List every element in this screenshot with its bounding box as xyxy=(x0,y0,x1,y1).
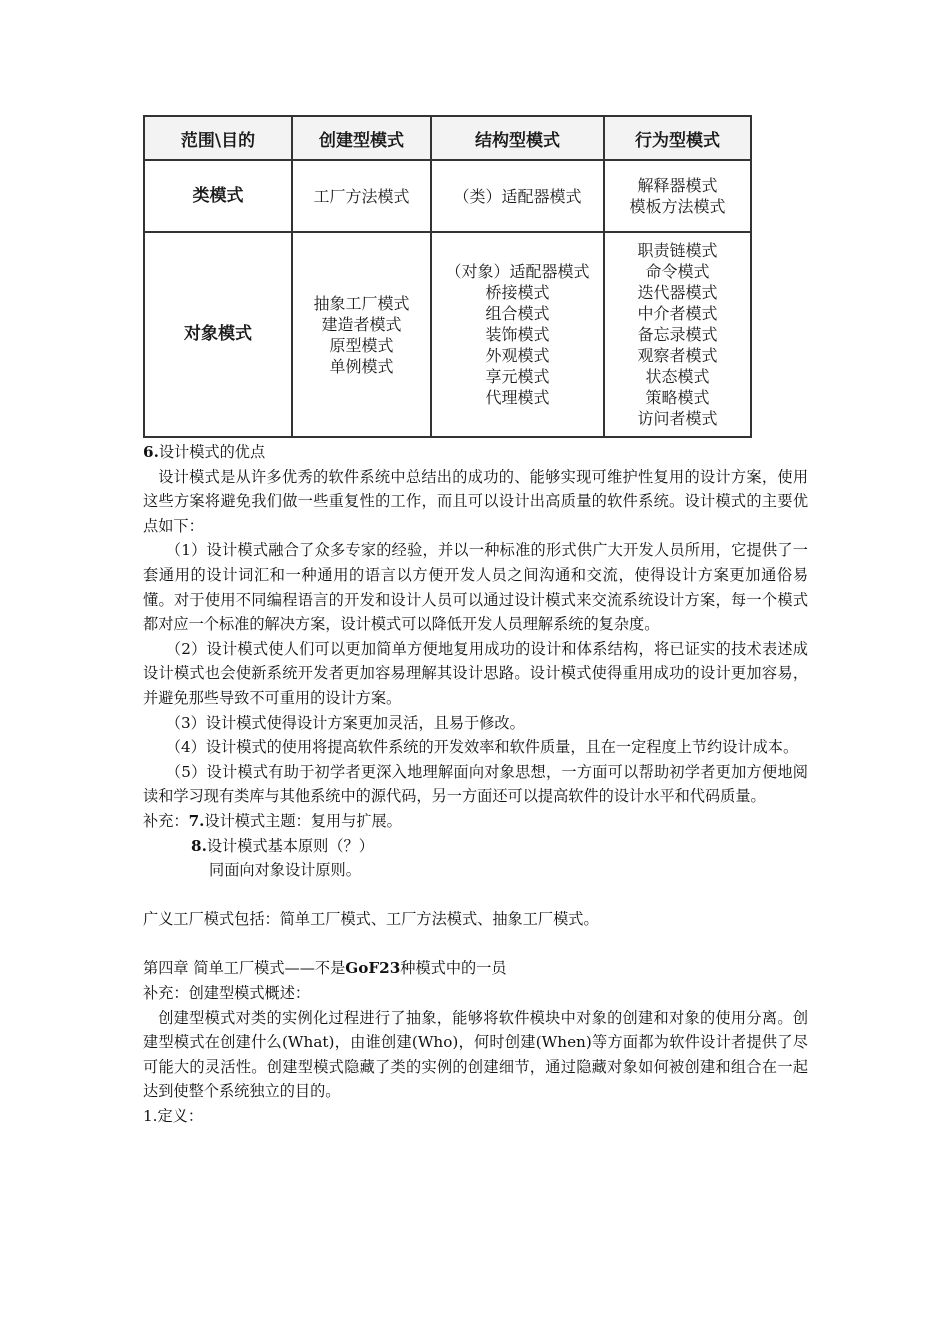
header-behavioral: 行为型模式 xyxy=(604,116,751,160)
cell-object-behavioral xyxy=(604,232,751,437)
pattern-item: （对象）适配器模式 xyxy=(445,262,590,281)
pattern-item: 策略模式 xyxy=(645,388,710,407)
pattern-item: 享元模式 xyxy=(485,367,550,386)
table-header-row xyxy=(144,116,751,160)
pattern-item: 备忘录模式 xyxy=(637,325,718,344)
pattern-item: 装饰模式 xyxy=(485,325,550,344)
item-number-8: 8. xyxy=(191,836,207,855)
supplement-7 xyxy=(143,809,808,834)
row-label-class: 类模式 xyxy=(144,160,292,232)
supplement-8 xyxy=(143,834,808,859)
advantage-point-4: （4）设计模式的使用将提高软件系统的开发效率和软件质量，且在一定程度上节约设计成本。 xyxy=(165,738,799,757)
advantage-point-3: （3）设计模式使得设计方案更加灵活，且易于修改。 xyxy=(165,713,525,732)
pattern-item: 原型模式 xyxy=(329,335,394,355)
spacer xyxy=(143,883,808,908)
advantage-point-1: （1）设计模式融合了众多专家的经验，并以一种标准的形式供广大开发人员所用，它提供了一套通用的设计词汇和一种通用的语言以方便开发人员之间沟通和交流，使得设计方案更加通俗易懂。对于使用不同编程语言的开发和设计人员可以通过设计模式来交流系统设计方案，每一个模式都对应一个标准的解决方案，设计模式可以降低开发人员理解系统的复杂度。 xyxy=(143,541,808,634)
pattern-item: 职责链模式 xyxy=(637,241,718,260)
item-number-7: 7. xyxy=(188,811,205,830)
cell-class-creational xyxy=(292,160,431,232)
pattern-item: 建造者模式 xyxy=(321,314,402,334)
cell-object-structural xyxy=(431,232,604,437)
pattern-item: 迭代器模式 xyxy=(637,283,718,302)
definition-heading: 1.定义： xyxy=(143,1107,204,1126)
cell-object-creational xyxy=(292,232,431,437)
pattern-item: 抽象工厂模式 xyxy=(313,293,410,313)
header-creational: 创建型模式 xyxy=(292,116,431,160)
chapter-title-pre: 第四章 简单工厂模式——不是 xyxy=(143,959,346,978)
pattern-item: 状态模式 xyxy=(645,367,710,386)
supplement-8-detail: 同面向对象设计原则。 xyxy=(209,861,361,880)
advantage-point-2: （2）设计模式使人们可以更加简单方便地复用成功的设计和体系结构，将已证实的技术表述成设计模式也会使新系统开发者更加容易理解其设计思路。设计模式使得重用成功的设计更加容易，并避免那些导致不可重用的设计方案。 xyxy=(143,639,808,707)
row-label-object: 对象模式 xyxy=(144,232,292,437)
table-row-class-patterns xyxy=(144,160,751,232)
pattern-item: 桥接模式 xyxy=(485,283,550,302)
cell-class-behavioral xyxy=(604,160,751,232)
pattern-item: 模板方法模式 xyxy=(629,197,726,216)
chapter-title-bold: GoF23 xyxy=(345,959,401,978)
chapter-4-title xyxy=(143,956,808,981)
document-body xyxy=(143,440,808,1129)
pattern-item: 访问者模式 xyxy=(637,409,718,428)
header-scope-purpose: 范围\目的 xyxy=(144,116,292,160)
cell-class-structural xyxy=(431,160,604,232)
table-row-object-patterns xyxy=(144,232,751,437)
pattern-item: 解释器模式 xyxy=(637,176,718,195)
item-text-7: 设计模式主题：复用与扩展。 xyxy=(204,811,402,830)
design-pattern-classification-table xyxy=(143,115,752,438)
item-text-8: 设计模式基本原则（？） xyxy=(206,836,374,855)
creational-overview-paragraph: 创建型模式对类的实例化过程进行了抽象，能够将软件模块中对象的创建和对象的使用分离。创建型模式在创建什么(What)，由谁创建(Who)，何时创建(When)等方面都为软件设计者提供了尽可能大的灵活性。创建型模式隐藏了类的实例的创建细节，通过隐藏对象如何被创建和组合在一起达到使整个系统独立的目的。 xyxy=(143,1008,808,1101)
supplement-prefix: 补充： xyxy=(143,811,189,830)
pattern-item: 代理模式 xyxy=(485,388,550,407)
pattern-item: （类）适配器模式 xyxy=(453,186,582,206)
pattern-item: 单例模式 xyxy=(329,356,394,376)
pattern-item: 组合模式 xyxy=(485,304,550,323)
pattern-item: 外观模式 xyxy=(485,346,550,365)
section-number: 6. xyxy=(143,443,159,461)
factory-summary-line: 广义工厂模式包括：简单工厂模式、工厂方法模式、抽象工厂模式。 xyxy=(143,910,599,929)
pattern-item: 观察者模式 xyxy=(637,346,718,365)
section-title: 设计模式的优点 xyxy=(158,443,266,461)
section-6-intro: 设计模式是从许多优秀的软件系统中总结出的成功的、能够实现可维护性复用的设计方案，使用这些方案将避免我们做一些重复性的工作，而且可以设计出高质量的软件系统。设计模式的主要优点如下： xyxy=(143,467,808,535)
header-structural: 结构型模式 xyxy=(431,116,604,160)
chapter-4-supplement: 补充：创建型模式概述： xyxy=(143,984,311,1003)
spacer xyxy=(143,932,808,957)
pattern-item: 命令模式 xyxy=(645,262,710,281)
pattern-item: 中介者模式 xyxy=(637,304,718,323)
section-6-heading xyxy=(143,440,808,465)
pattern-item: 工厂方法模式 xyxy=(313,186,410,206)
advantage-point-5: （5）设计模式有助于初学者更深入地理解面向对象思想，一方面可以帮助初学者更加方便地阅读和学习现有类库与其他系统中的源代码，另一方面还可以提高软件的设计水平和代码质量。 xyxy=(143,762,808,806)
chapter-title-post: 种模式中的一员 xyxy=(400,959,507,978)
